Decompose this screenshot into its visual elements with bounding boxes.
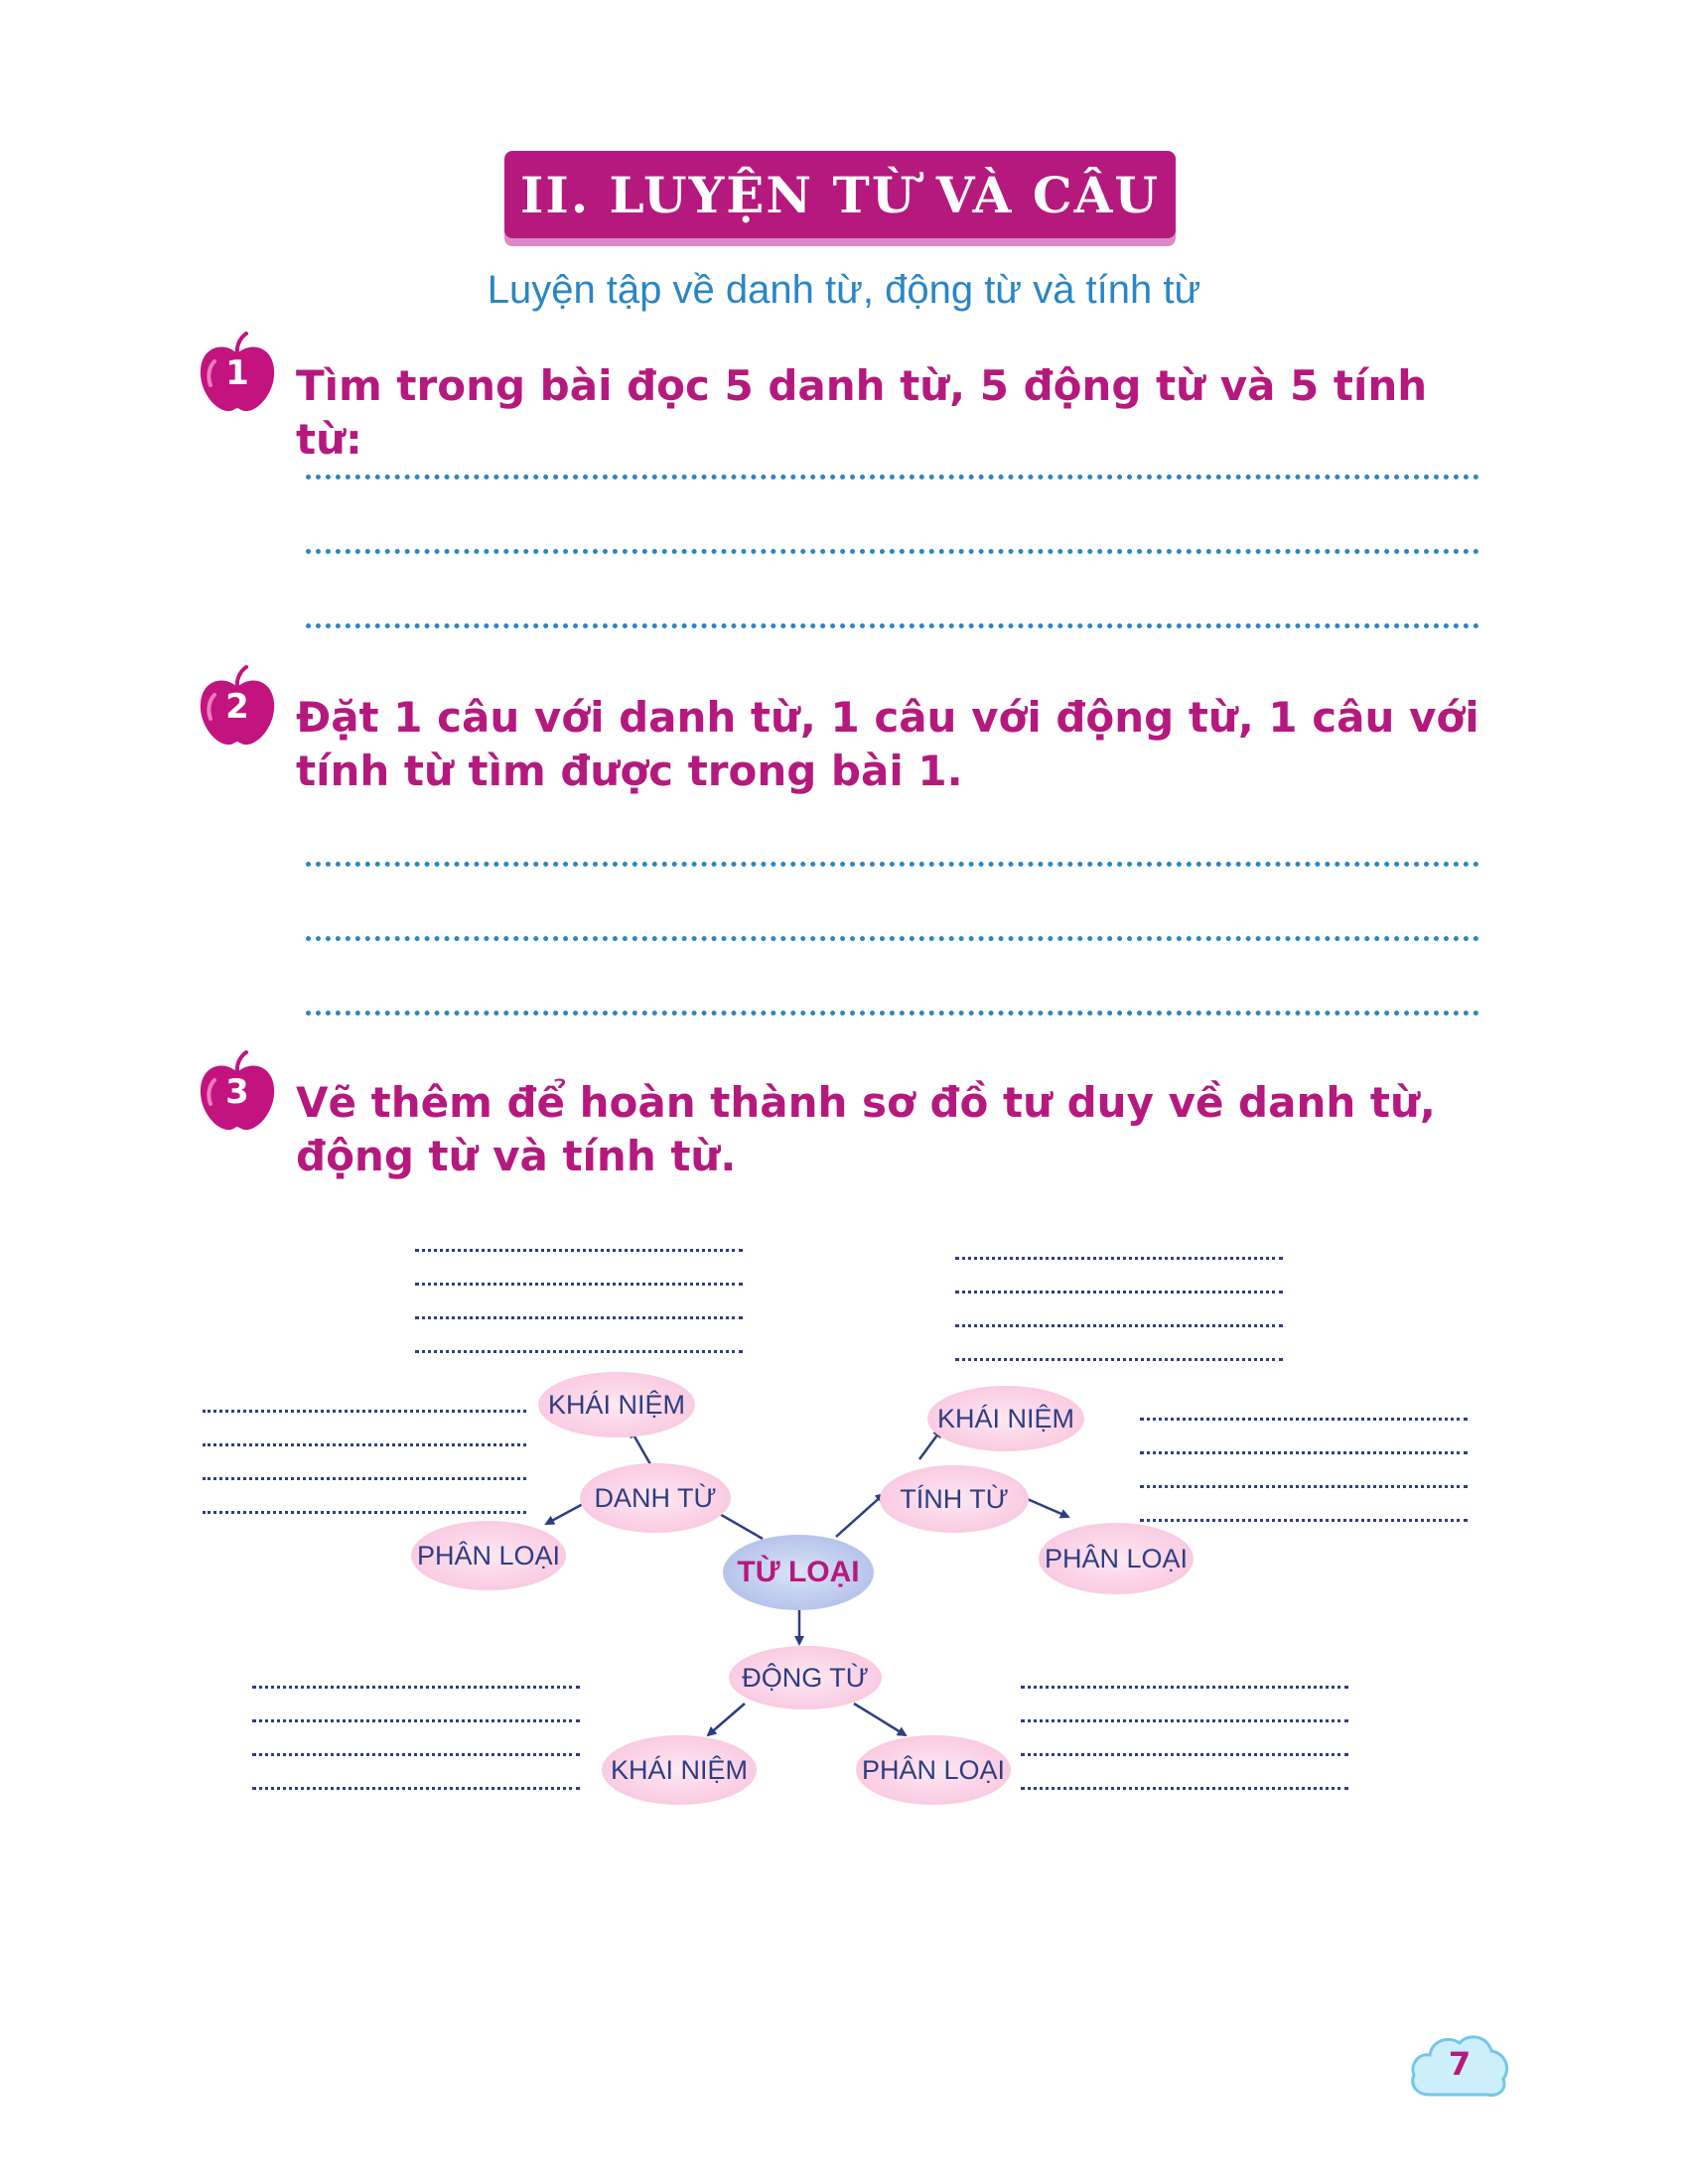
mindmap-answer-line[interactable]: [955, 1257, 1283, 1260]
mindmap-danh-tu-khai-niem-node[interactable]: [538, 1372, 695, 1437]
exercise-2-number: 2: [225, 687, 249, 727]
mindmap-answer-line[interactable]: [1021, 1719, 1348, 1722]
mindmap-danh-tu-node[interactable]: [580, 1463, 731, 1533]
exercise-1-number: 1: [225, 353, 249, 393]
exercise-3-number: 3: [225, 1072, 249, 1112]
mindmap-answer-line[interactable]: [955, 1358, 1283, 1361]
mindmap-answer-line[interactable]: [203, 1477, 526, 1480]
mindmap-center-label: TỪ LOẠI: [737, 1556, 860, 1588]
mindmap-answer-line[interactable]: [1021, 1787, 1348, 1790]
node-label: PHÂN LOẠI: [861, 1754, 1006, 1785]
node-label: ĐỘNG TỪ: [742, 1662, 869, 1693]
mindmap-center-node[interactable]: [723, 1535, 874, 1610]
node-label: KHÁI NIỆM: [547, 1389, 686, 1420]
mindmap-answer-line[interactable]: [252, 1686, 580, 1689]
mindmap-answer-line[interactable]: [415, 1350, 743, 1353]
mindmap-answer-line[interactable]: [1140, 1485, 1468, 1488]
node-label: KHÁI NIỆM: [610, 1754, 749, 1785]
mindmap-dong-tu-phan-loai-node[interactable]: [856, 1735, 1011, 1805]
page-number: 7: [1448, 2045, 1472, 2083]
node-label: TÍNH TỪ: [900, 1483, 1009, 1514]
mindmap-answer-line[interactable]: [415, 1249, 743, 1252]
mindmap-answer-line[interactable]: [415, 1283, 743, 1286]
mindmap-answer-line[interactable]: [955, 1291, 1283, 1294]
mindmap-answer-line[interactable]: [203, 1511, 526, 1514]
exercise-2-text: Đặt 1 câu với danh từ, 1 câu với động từ, 1 câu với tính từ tìm được trong bài 1.: [296, 693, 1479, 795]
mindmap-tinh-tu-node[interactable]: [880, 1465, 1029, 1533]
mindmap-answer-line[interactable]: [252, 1787, 580, 1790]
mindmap-answer-line[interactable]: [203, 1443, 526, 1446]
mindmap-answer-line[interactable]: [415, 1316, 743, 1319]
mindmap-answer-line[interactable]: [1140, 1418, 1468, 1421]
mindmap-answer-line[interactable]: [955, 1324, 1283, 1327]
node-label: KHÁI NIỆM: [936, 1403, 1075, 1433]
exercise-3-text: Vẽ thêm để hoàn thành sơ đồ tư duy về danh từ, động từ và tính từ.: [296, 1078, 1436, 1180]
node-label: DANH TỪ: [594, 1482, 717, 1513]
mindmap-answer-line[interactable]: [1021, 1686, 1348, 1689]
node-label: PHÂN LOẠI: [1044, 1543, 1189, 1573]
mindmap-answer-line[interactable]: [203, 1410, 526, 1413]
node-label: PHÂN LOẠI: [416, 1540, 561, 1570]
exercise-1-text: Tìm trong bài đọc 5 danh từ, 5 động từ và 5 tính từ:: [296, 361, 1428, 464]
mindmap-answer-line[interactable]: [1140, 1519, 1468, 1522]
mindmap-dong-tu-khai-niem-node[interactable]: [602, 1735, 757, 1805]
section-title: II. LUYỆN TỪ VÀ CÂU: [519, 165, 1161, 224]
mindmap-dong-tu-node[interactable]: [729, 1646, 882, 1709]
mindmap-answer-line[interactable]: [252, 1719, 580, 1722]
mindmap-tinh-tu-phan-loai-node[interactable]: [1039, 1523, 1194, 1594]
mindmap-tinh-tu-khai-niem-node[interactable]: [927, 1386, 1084, 1451]
mindmap-answer-line[interactable]: [252, 1753, 580, 1756]
mindmap-danh-tu-phan-loai-node[interactable]: [411, 1521, 566, 1590]
mindmap-answer-line[interactable]: [1140, 1451, 1468, 1454]
section-subtitle: Luyện tập về danh từ, động từ và tính từ: [487, 268, 1201, 312]
page-number-cloud-icon: [1408, 2029, 1511, 2101]
mindmap-answer-line[interactable]: [1021, 1753, 1348, 1756]
